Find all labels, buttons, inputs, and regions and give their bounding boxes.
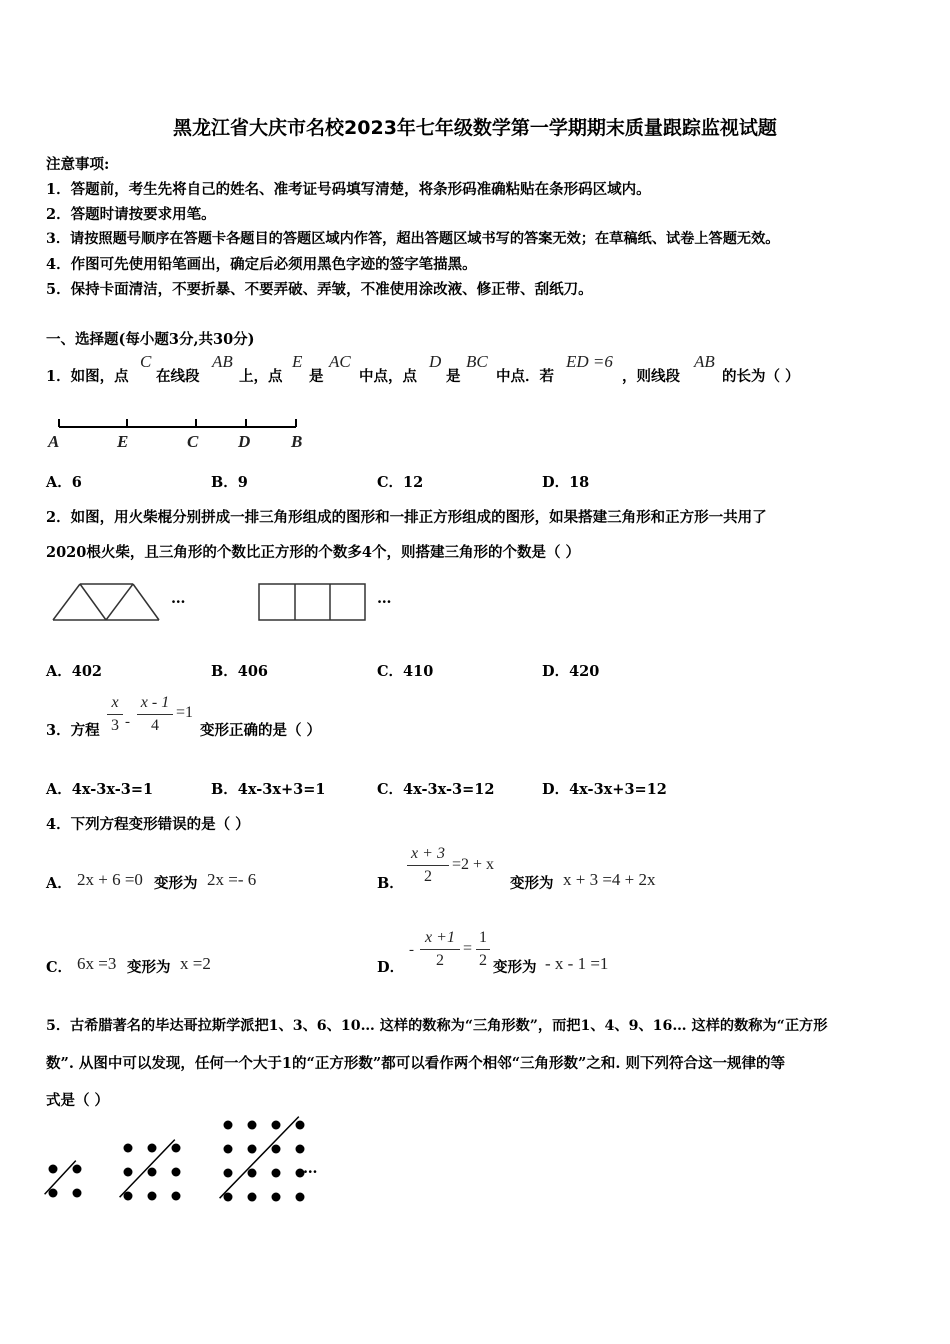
q5-ellipsis: …: [303, 1160, 318, 1177]
q5-line-2: 数”. 从图中可以发现，任何一个大于1的“正方形数”都可以看作两个相邻“三角形数”之和. 则下列符合这一规律的等: [46, 1055, 785, 1072]
q4-stem: 4．下列方程变形错误的是（ ）: [46, 816, 250, 833]
q4-b-rhs: =2 + x: [452, 856, 495, 873]
dot: [272, 1145, 281, 1154]
q4-d-equation-2: - x - 1 =1: [545, 954, 609, 973]
q1-point-c: C: [140, 352, 152, 371]
q4-c-transform-word: 变形为: [127, 959, 171, 976]
q1-text-2: 在线段: [156, 368, 200, 385]
q3-option-d[interactable]: D．4x-3x+3=12: [542, 781, 667, 798]
q1-text-5: 中点，点: [359, 368, 417, 385]
q3-f1-numerator: x: [111, 694, 119, 711]
note-item: 3．请按照题号顺序在答题卡各题目的答题区域内作答，超出答题区域书写的答案无效；在草稿纸、试卷上答题无效。: [46, 231, 780, 247]
q4-b-numerator: x + 3: [411, 845, 445, 862]
q4-a-equation-2: 2x =- 6: [207, 870, 257, 889]
q1-text-1: 1．如图，点: [46, 368, 129, 385]
q4-b-denominator: 2: [424, 868, 432, 885]
q3-equals: =1: [176, 704, 194, 721]
q1-segment-ab: AB: [212, 352, 233, 371]
q4-d-equals: =: [463, 940, 473, 957]
dot: [49, 1189, 58, 1198]
q1-option-a[interactable]: A．6: [46, 474, 82, 491]
notes-heading: 注意事项:: [46, 156, 110, 173]
q4-c-equation-1: 6x =3: [77, 954, 117, 973]
q3-f2-numerator: x - 1: [140, 694, 170, 711]
q3-text-1: 3．方程: [46, 722, 100, 739]
dot: [124, 1144, 133, 1153]
q1-text-6: 是: [446, 368, 461, 385]
q5-line-1: 5．古希腊著名的毕达哥拉斯学派把1、3、6、10… 这样的数称为“三角形数”，而把1、4、9、16… 这样的数称为“正方形: [46, 1018, 828, 1034]
dot: [224, 1145, 233, 1154]
q2-squares-ellipsis: …: [377, 590, 392, 607]
dot: [248, 1169, 257, 1178]
q4-option-c-label[interactable]: C．: [46, 959, 73, 976]
q4-option-b-label[interactable]: B．: [377, 875, 404, 892]
dot: [272, 1169, 281, 1178]
q4-b-transform-word: 变形为: [510, 875, 554, 892]
dot: [224, 1169, 233, 1178]
q4-d-numerator-1: x +1: [425, 929, 455, 946]
q1-text-9: 的长为（ ）: [722, 368, 800, 385]
q2-option-c[interactable]: C．410: [377, 663, 434, 680]
q5-line-3: 式是（ ）: [46, 1092, 110, 1109]
label-a: A: [48, 432, 60, 451]
label-e: E: [117, 432, 129, 451]
q1-segment-bc: BC: [466, 352, 488, 371]
dot: [224, 1121, 233, 1130]
q3-option-c[interactable]: C．4x-3x-3=12: [377, 781, 495, 798]
q1-option-d[interactable]: D．18: [542, 474, 590, 491]
page-title: 黑龙江省大庆市名校2023年七年级数学第一学期期末质量跟踪监视试题: [173, 117, 777, 139]
q4-b-equation-2: x + 3 =4 + 2x: [563, 870, 656, 889]
note-item: 2．答题时请按要求用笔。: [46, 206, 216, 223]
dot: [272, 1193, 281, 1202]
dot: [248, 1145, 257, 1154]
q1-segment-ab-2: AB: [694, 352, 715, 371]
q3-f1-denominator: 3: [111, 717, 119, 734]
label-d: D: [238, 432, 251, 451]
q4-a-equation-1: 2x + 6 =0: [77, 870, 143, 889]
q1-segment-ac: AC: [329, 352, 351, 371]
dot: [73, 1189, 82, 1198]
q1-text-3: 上，点: [239, 368, 283, 385]
dot: [172, 1168, 181, 1177]
dot: [172, 1192, 181, 1201]
q4-d-transform-word: 变形为: [493, 959, 537, 976]
label-c: C: [187, 432, 199, 451]
q3-minus: -: [125, 714, 130, 730]
dot: [172, 1144, 181, 1153]
dot: [296, 1121, 305, 1130]
q1-point-e: E: [292, 352, 303, 371]
diagonal-divider: [45, 1161, 76, 1195]
diagonal-divider: [220, 1117, 299, 1199]
q1-text-4: 是: [309, 368, 324, 385]
q2-triangles-ellipsis: …: [171, 590, 186, 607]
q1-given: ED =6: [566, 352, 613, 371]
q2-option-d[interactable]: D．420: [542, 663, 600, 680]
q1-point-d: D: [429, 352, 442, 371]
q2-option-b[interactable]: B．406: [211, 663, 269, 680]
dot: [296, 1145, 305, 1154]
q3-option-b[interactable]: B．4x-3x+3=1: [211, 781, 326, 798]
q2-line-1: 2．如图，用火柴棍分别拼成一排三角形组成的图形和一排正方形组成的图形，如果搭建三角形和正方形一共用了: [46, 509, 767, 526]
q4-option-a-label[interactable]: A．: [46, 875, 72, 892]
q1-option-b[interactable]: B．9: [211, 474, 248, 491]
q3-f2-denominator: 4: [151, 717, 159, 734]
q3-option-a[interactable]: A．4x-3x-3=1: [46, 781, 154, 798]
q4-a-transform-word: 变形为: [154, 875, 198, 892]
q2-option-a[interactable]: A．402: [46, 663, 103, 680]
dot: [248, 1121, 257, 1130]
dot: [124, 1192, 133, 1201]
q3-text-2: 变形正确的是（ ）: [200, 722, 322, 739]
note-item: 4．作图可先使用铅笔画出，确定后必须用黑色字迹的签字笔描黑。: [46, 256, 477, 273]
q2-line-2: 2020根火柴，且三角形的个数比正方形的个数多4个，则搭建三角形的个数是（ ）: [46, 544, 580, 561]
q4-option-d-label[interactable]: D．: [377, 959, 405, 976]
dot: [148, 1144, 157, 1153]
note-item: 5．保持卡面清洁，不要折暴、不要弄破、弄皱，不准使用涂改液、修正带、刮纸刀。: [46, 281, 593, 298]
dot: [49, 1165, 58, 1174]
note-item: 1．答题前，考生先将自己的姓名、准考证号码填写清楚，将条形码准确粘贴在条形码区域内。: [46, 181, 651, 198]
q4-c-equation-2: x =2: [180, 954, 211, 973]
q1-text-8: ，则线段: [622, 368, 680, 385]
q1-text-7: 中点．若: [496, 368, 554, 385]
label-b: B: [291, 432, 303, 451]
dot: [73, 1165, 82, 1174]
q4-d-denominator-1: 2: [436, 952, 444, 969]
section-heading: 一、选择题(每小题3分,共30分): [46, 331, 255, 348]
dot: [248, 1193, 257, 1202]
dot: [124, 1168, 133, 1177]
q4-d-denominator-2: 2: [479, 952, 487, 969]
dot: [272, 1121, 281, 1130]
dot: [296, 1193, 305, 1202]
q4-d-negative: -: [409, 942, 414, 958]
q4-d-numerator-2: 1: [479, 929, 487, 946]
q1-option-c[interactable]: C．12: [377, 474, 424, 491]
dot: [148, 1168, 157, 1177]
dot: [148, 1192, 157, 1201]
